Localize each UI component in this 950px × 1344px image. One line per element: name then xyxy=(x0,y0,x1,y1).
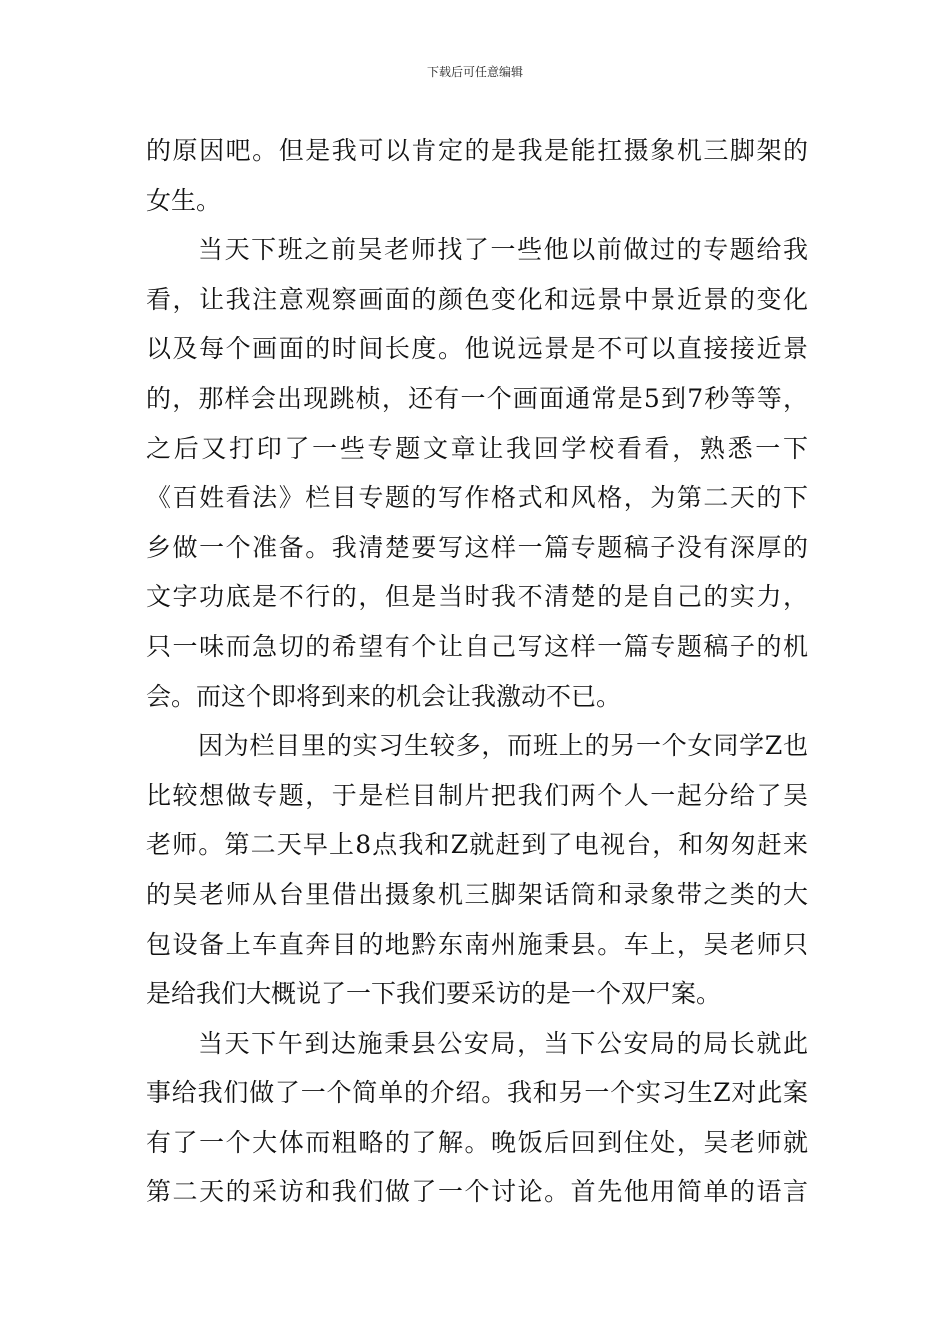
text-line: 比较想做专题，于是栏目制片把我们两个人一起分给了吴 xyxy=(146,780,808,810)
document-body xyxy=(146,126,808,1217)
text-line: 第二天的采访和我们做了一个讨论。首先他用简单的语言 xyxy=(146,1177,808,1207)
text-line: 会。而这个即将到来的机会让我激动不已。 xyxy=(146,681,622,711)
paragraph xyxy=(146,1019,808,1217)
paragraph xyxy=(146,225,808,721)
text-line: 文字功底是不行的，但是当时我不清楚的是自己的实力， xyxy=(146,582,808,612)
text-line: 之后又打印了一些专题文章让我回学校看看，熟悉一下 xyxy=(146,433,808,463)
page-header: 下载后可任意编辑 xyxy=(426,65,523,79)
text-line: 当天下午到达施秉县公安局，当下公安局的局长就此 xyxy=(198,1028,808,1058)
paragraph xyxy=(146,126,808,225)
text-line: 只一味而急切的希望有个让自己写这样一篇专题稿子的机 xyxy=(146,631,808,661)
text-line: 看，让我注意观察画面的颜色变化和远景中景近景的变化 xyxy=(146,284,808,314)
text-line: 包设备上车直奔目的地黔东南州施秉县。车上，吴老师只 xyxy=(146,929,808,959)
text-line: 的吴老师从台里借出摄象机三脚架话筒和录象带之类的大 xyxy=(146,879,808,909)
text-line: 老师。第二天早上8点我和Z就赶到了电视台，和匆匆赶来 xyxy=(146,830,808,860)
text-line: 《百姓看法》栏目专题的写作格式和风格，为第二天的下 xyxy=(146,483,808,513)
text-line: 以及每个画面的时间长度。他说远景是不可以直接接近景 xyxy=(146,334,808,364)
text-line: 的，那样会出现跳桢，还有一个画面通常是5到7秒等等， xyxy=(146,383,808,413)
text-line: 事给我们做了一个简单的介绍。我和另一个实习生Z对此案 xyxy=(146,1078,808,1108)
text-line: 女生。 xyxy=(146,185,222,215)
text-line: 是给我们大概说了一下我们要采访的是一个双尸案。 xyxy=(146,979,722,1009)
text-line: 的原因吧。但是我可以肯定的是我是能扛摄象机三脚架的 xyxy=(146,136,808,165)
text-line: 乡做一个准备。我清楚要写这样一篇专题稿子没有深厚的 xyxy=(146,532,808,562)
paragraph xyxy=(146,721,808,1019)
text-line: 因为栏目里的实习生较多，而班上的另一个女同学Z也 xyxy=(198,731,808,761)
text-line: 当天下班之前吴老师找了一些他以前做过的专题给我 xyxy=(198,235,808,265)
text-line: 有了一个大体而粗略的了解。晚饭后回到住处，吴老师就 xyxy=(146,1127,808,1157)
